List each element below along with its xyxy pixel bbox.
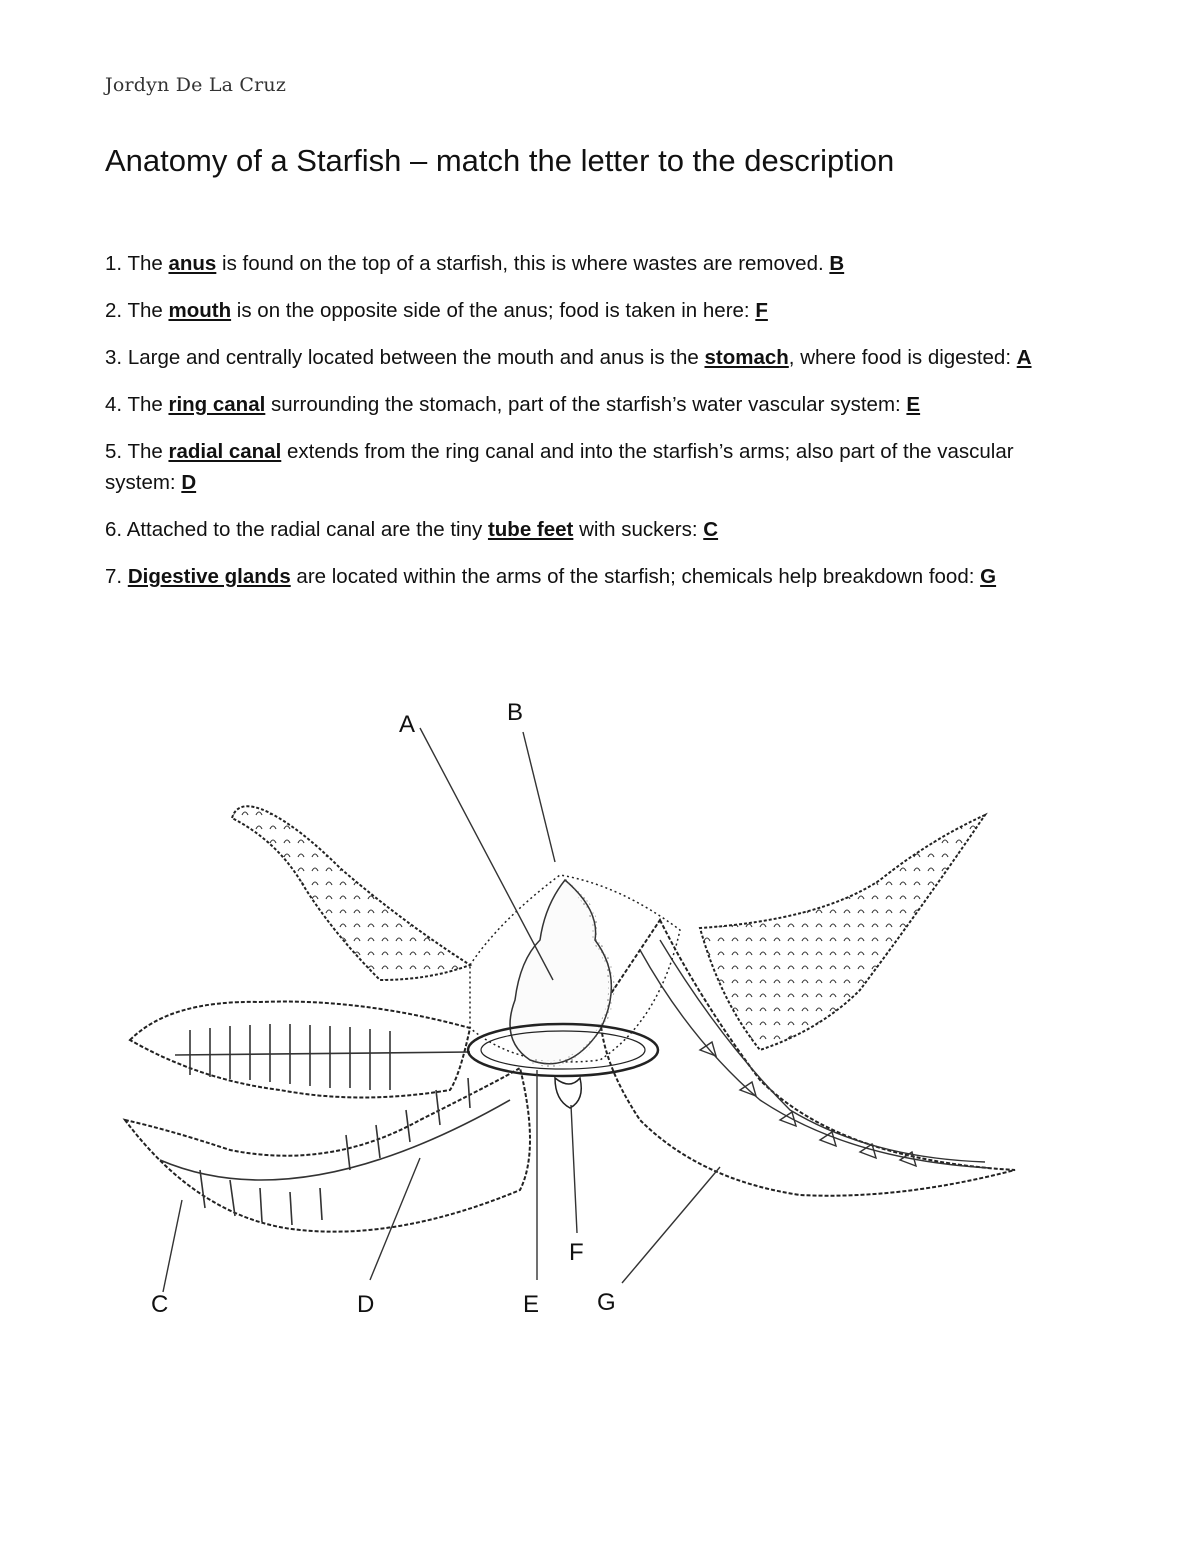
question-item [105, 436, 1075, 498]
question-number: 1. [105, 252, 123, 275]
question-term: stomach [704, 346, 789, 369]
label-f: F [569, 1239, 584, 1266]
question-number: 7. [105, 565, 123, 588]
question-answer: C [703, 518, 719, 541]
question-list [105, 248, 1075, 608]
question-text-post: are located within the arms of the starfish; chemicals help breakdown food: [290, 565, 981, 588]
label-e: E [523, 1291, 540, 1318]
question-number: 4. [105, 393, 123, 416]
question-number: 3. [105, 346, 123, 369]
question-item [105, 248, 1075, 279]
question-text-pre: The [127, 440, 169, 463]
question-item [105, 342, 1075, 373]
question-answer: B [829, 252, 845, 275]
author-name: Jordyn De La Cruz [105, 74, 287, 96]
question-answer: G [980, 565, 997, 588]
label-b: B [507, 699, 524, 726]
question-text-pre: The [127, 393, 169, 416]
label-g: G [597, 1289, 616, 1316]
question-text-pre: Attached to the radial canal are the tiny [126, 518, 488, 541]
question-answer: E [906, 393, 921, 416]
starfish-diagram [0, 680, 1200, 1320]
question-number: 6. [105, 518, 123, 541]
question-number: 2. [105, 299, 123, 322]
question-text-post: is on the opposite side of the anus; food is taken in here: [231, 299, 756, 322]
question-text-pre: Large and centrally located between the mouth and anus is the [127, 346, 705, 369]
question-item [105, 295, 1075, 326]
question-text-pre: The [127, 299, 169, 322]
question-term: ring canal [168, 393, 266, 416]
question-answer: A [1016, 346, 1032, 369]
question-number: 5. [105, 440, 123, 463]
starfish-illustration [0, 680, 1200, 1320]
upper-left-arm [232, 806, 470, 980]
question-item [105, 389, 1075, 420]
question-text-post: surrounding the stomach, part of the starfish’s water vascular system: [265, 393, 907, 416]
question-answer: D [181, 471, 197, 494]
upper-right-arm [700, 815, 985, 1050]
question-term: radial canal [168, 440, 282, 463]
question-term: Digestive glands [127, 565, 291, 588]
question-text-pre: The [127, 252, 169, 275]
question-text-post: with suckers: [573, 518, 704, 541]
middle-left-arm [130, 1002, 470, 1098]
question-term: mouth [168, 299, 232, 322]
question-text-post: , where food is digested: [788, 346, 1017, 369]
label-a: A [399, 711, 416, 738]
question-text-post: extends from the ring canal and into the starfish’s arms; also part of the vascular system: [105, 440, 1014, 494]
question-term: anus [168, 252, 217, 275]
label-d: D [357, 1291, 375, 1318]
label-c: C [151, 1291, 169, 1318]
page-title: Anatomy of a Starfish – match the letter to the description [105, 143, 895, 178]
question-answer: F [755, 299, 768, 322]
question-text-post: is found on the top of a starfish, this is where wastes are removed. [216, 252, 830, 275]
left-arm-tube-feet [175, 1024, 470, 1090]
mouth [555, 1078, 581, 1108]
question-item [105, 514, 1075, 545]
question-term: tube feet [487, 518, 574, 541]
question-item [105, 561, 1075, 592]
